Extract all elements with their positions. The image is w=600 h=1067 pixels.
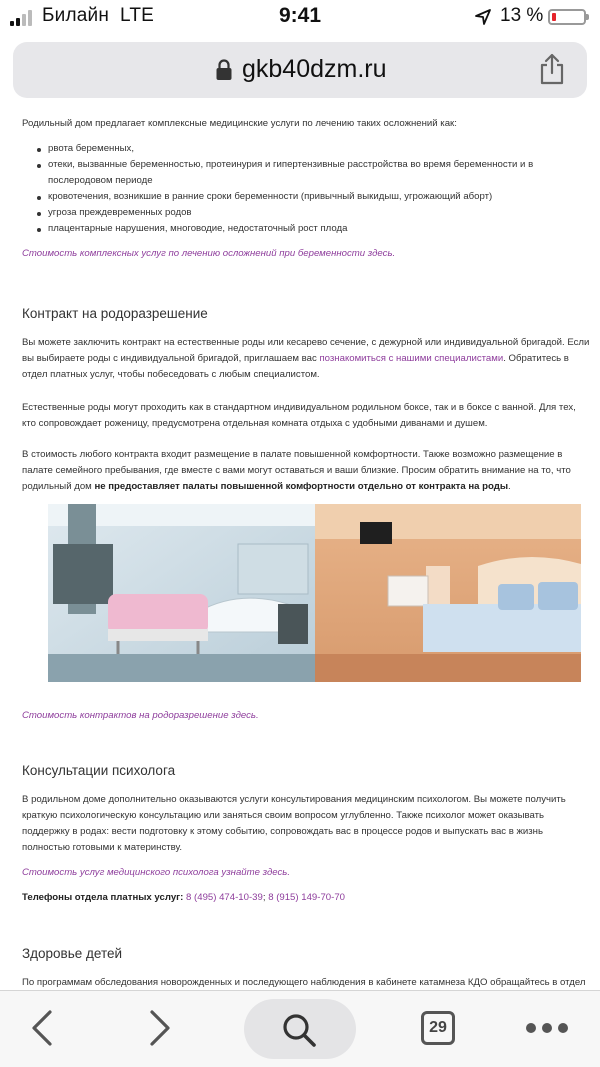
battery-icon <box>548 9 586 25</box>
complications-price-link[interactable]: Стоимость комплексных услуг по лечению осложнений при беременности здесь. <box>22 248 396 259</box>
more-icon[interactable] <box>524 1021 570 1035</box>
list-item: угроза преждевременных родов <box>48 207 192 218</box>
contract-text-line: В стоимость любого контракта входит размещение в палате повышенной комфортности. Также возможно размещение в <box>22 449 563 460</box>
location-arrow-icon <box>474 8 492 26</box>
page-content <box>0 106 600 990</box>
contract-text-line: кто сопровождает роженицу, предусмотрена отдельная комната отдыха с удобными диванами и душем. <box>22 418 488 429</box>
children-text-line: По программам обследования новорожденных и последующего наблюдения в кабинете катамнеза КДО обращайтесь в отдел <box>22 977 586 988</box>
network-type: LTE <box>120 5 155 26</box>
lock-icon <box>216 59 232 81</box>
tabs-icon[interactable]: 29 <box>421 1011 455 1045</box>
list-item: рвота беременных, <box>48 143 135 154</box>
contract-text-line: палате семейного пребывания, где вместе с вами могут оставаться и ваши близкие. Просим обратить внимание на то, что <box>22 465 571 476</box>
battery-percent: 13 % <box>500 5 544 26</box>
back-icon[interactable] <box>28 1009 56 1047</box>
carrier-label: Билайн LTE <box>42 5 155 26</box>
psychologist-text-line: краткую психологическую консультацию или заняться своим вопросом углубленно. Также психолог может оказывать <box>22 810 545 821</box>
contract-text-line: родильный дом не предоставляет палаты повышенной комфортности отдельно от контракта на роды. <box>22 481 511 492</box>
phone-link[interactable]: 8 (495) 474-10-39 <box>186 892 263 903</box>
contract-text-line: отдел платных услуг, чтобы побеседовать с любым специалистом. <box>22 369 320 380</box>
specialists-link[interactable]: познакомиться с нашими специалистами <box>319 353 504 364</box>
list-item: кровотечения, возникшие в ранние сроки беременности (привычный выкидыш, угрожающий аборт) <box>48 191 493 202</box>
maternity-rooms-photo <box>48 504 581 682</box>
list-item: плацентарные нарушения, многоводие, недостаточный рост плода <box>48 223 348 234</box>
contract-heading: Контракт на родоразрешение <box>22 306 208 321</box>
psychologist-price-link[interactable]: Стоимость услуг медицинского психолога узнайте здесь. <box>22 867 291 878</box>
phones-line: Телефоны отдела платных услуг: 8 (495) 474-10-39; 8 (915) 149-70-70 <box>22 892 345 903</box>
psychologist-text-line: полностью готовыми к материнству. <box>22 842 183 853</box>
search-button[interactable] <box>244 999 356 1059</box>
status-bar <box>0 0 600 34</box>
list-item-continuation: послеродовом периоде <box>48 175 153 186</box>
address-bar[interactable] <box>13 42 587 98</box>
psychologist-text-line: В родильном доме дополнительно оказываются услуги консультирования медицинским психологом. Вы можете получить <box>22 794 566 805</box>
contract-text-line: Естественные роды могут проходить как в стандартном индивидуальном родильном боксе, так и в боксе с ванной. Для тех, <box>22 402 576 413</box>
contract-text-line: вы выбираете роды с индивидуальной бригадой, приглашаем вас познакомиться с нашими специалистами. Обратитесь в <box>22 353 569 364</box>
list-item: отеки, вызванные беременностью, протеинурия и гипертензивные расстройства во время беременности и в <box>48 159 534 170</box>
url-text[interactable]: gkb40dzm.ru <box>242 55 387 83</box>
clock: 9:41 <box>278 4 322 27</box>
contract-text-line: Вы можете заключить контракт на естественные роды или кесарево сечение, с дежурной или индивидуальной бригадой. Если <box>22 337 590 348</box>
phones-label: Телефоны отдела платных услуг: <box>22 892 184 903</box>
contract-price-link[interactable]: Стоимость контрактов на родоразрешение здесь. <box>22 710 259 721</box>
children-heading: Здоровье детей <box>22 946 123 961</box>
psychologist-heading: Консультации психолога <box>22 763 176 778</box>
share-icon[interactable] <box>537 52 567 86</box>
intro-text: Родильный дом предлагает комплексные медицинские услуги по лечению таких осложнений как: <box>22 118 457 129</box>
psychologist-text-line: поддержку в родах: вести подготовку к этому событию, сопровождать вас в процессе родов и выпускать вас в жизнь <box>22 826 543 837</box>
search-icon <box>280 1011 320 1049</box>
contract-notice-bold: не предоставляет палаты повышенной комфортности отдельно от контракта на роды <box>94 481 509 492</box>
browser-toolbar <box>0 990 600 1067</box>
forward-icon[interactable] <box>146 1009 174 1047</box>
phone-link[interactable]: 8 (915) 149-70-70 <box>268 892 345 903</box>
battery-level <box>552 13 556 21</box>
